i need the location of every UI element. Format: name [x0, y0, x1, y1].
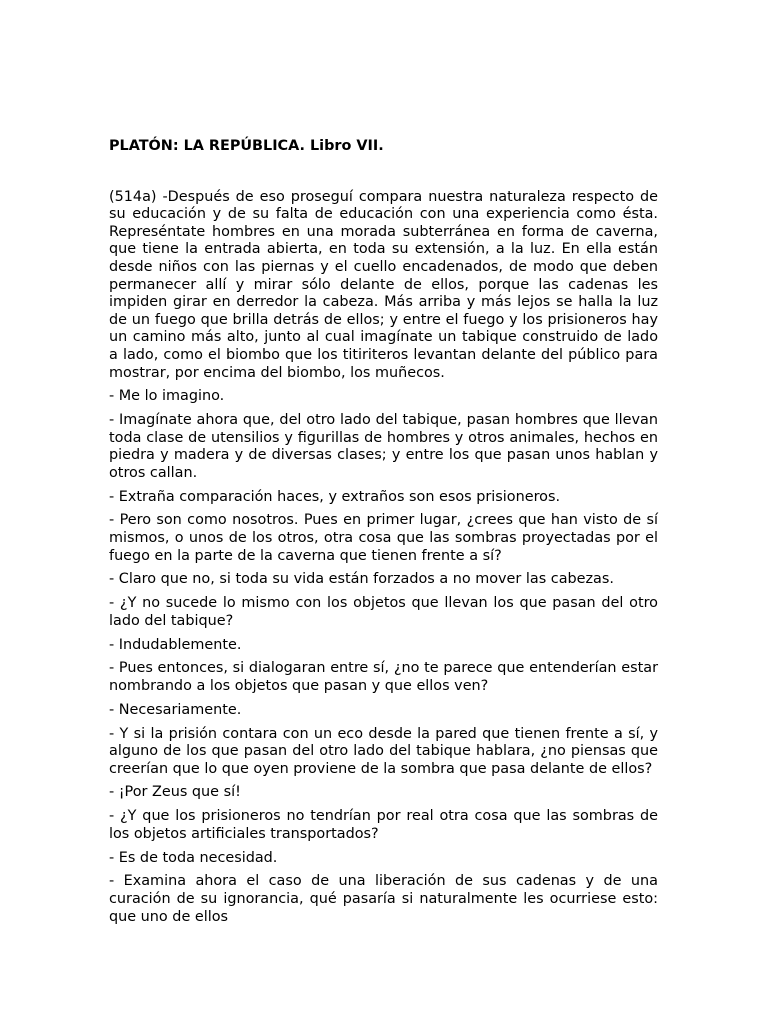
dialogue-line: - Necesariamente.	[109, 701, 242, 718]
dialogue-line: - Extraña comparación haces, y extraños son esos prisioneros.	[109, 488, 561, 505]
document-body	[109, 138, 658, 926]
dialogue-line: - Pero son como nosotros. Pues en primer lugar, ¿crees que han visto de sí mismos, o unos de los otros, otra cosa que las sombras proyectadas por el fuego en la parte de la caverna que tienen frente a sí?	[109, 512, 658, 564]
dialogue-line: - Indudablemente.	[109, 636, 242, 653]
dialogue-line: - Pues entonces, si dialogaran entre sí, ¿no te parece que entenderían estar nombrando a los objetos que pasan y que ellos ven?	[109, 660, 658, 694]
dialogue-line: - ¡Por Zeus que sí!	[109, 784, 241, 801]
dialogue-line: - Examina ahora el caso de una liberación de sus cadenas y de una curación de su ignorancia, qué pasaría si naturalmente les ocurriese esto: que uno de ellos	[109, 873, 658, 925]
dialogue-line: - Me lo imagino.	[109, 388, 225, 405]
dialogue-line: - Claro que no, si toda su vida están forzados a no mover las cabezas.	[109, 571, 614, 588]
dialogue-line: - ¿Y no sucede lo mismo con los objetos que llevan los que pasan del otro lado del tabique?	[109, 595, 658, 629]
paragraph-intro: (514a) -Después de eso proseguí compara nuestra naturaleza respecto de su educación y de su falta de educación con una experiencia como ésta. Represéntate hombres en una morada subterránea en forma de caverna, que tiene la entrada abierta, en toda su extensión, a la luz. En ella están desde niños con las piernas y el cuello encadenados, de modo que deben permanecer allí y mirar sólo delante de ellos, porque las cadenas les impiden girar en derredor la cabeza. Más arriba y más lejos se halla la luz de un fuego que brilla detrás de ellos; y entre el fuego y los prisioneros hay un camino más alto, junto al cual imagínate un tabique construido de lado a lado, como el biombo que los titiriteros levantan delante del público para mostrar, por encima del biombo, los muñecos.	[109, 188, 658, 381]
dialogue-line: - ¿Y que los prisioneros no tendrían por real otra cosa que las sombras de los objetos artificiales transportados?	[109, 808, 658, 842]
document-title: PLATÓN: LA REPÚBLICA. Libro VII.	[109, 138, 384, 154]
dialogue-line: - Imagínate ahora que, del otro lado del tabique, pasan hombres que llevan toda clase de utensilios y figurillas de hombres y otros animales, hechos en piedra y madera y de diversas clases; y entre los que pasan unos hablan y otros callan.	[109, 412, 658, 481]
dialogue-line: - Es de toda necesidad.	[109, 849, 278, 866]
dialogue-line: - Y si la prisión contara con un eco desde la pared que tienen frente a sí, y alguno de los que pasan del otro lado del tabique hablara, ¿no piensas que creerían que lo que oyen proviene de la sombra que pasa delante de ellos?	[109, 725, 658, 777]
